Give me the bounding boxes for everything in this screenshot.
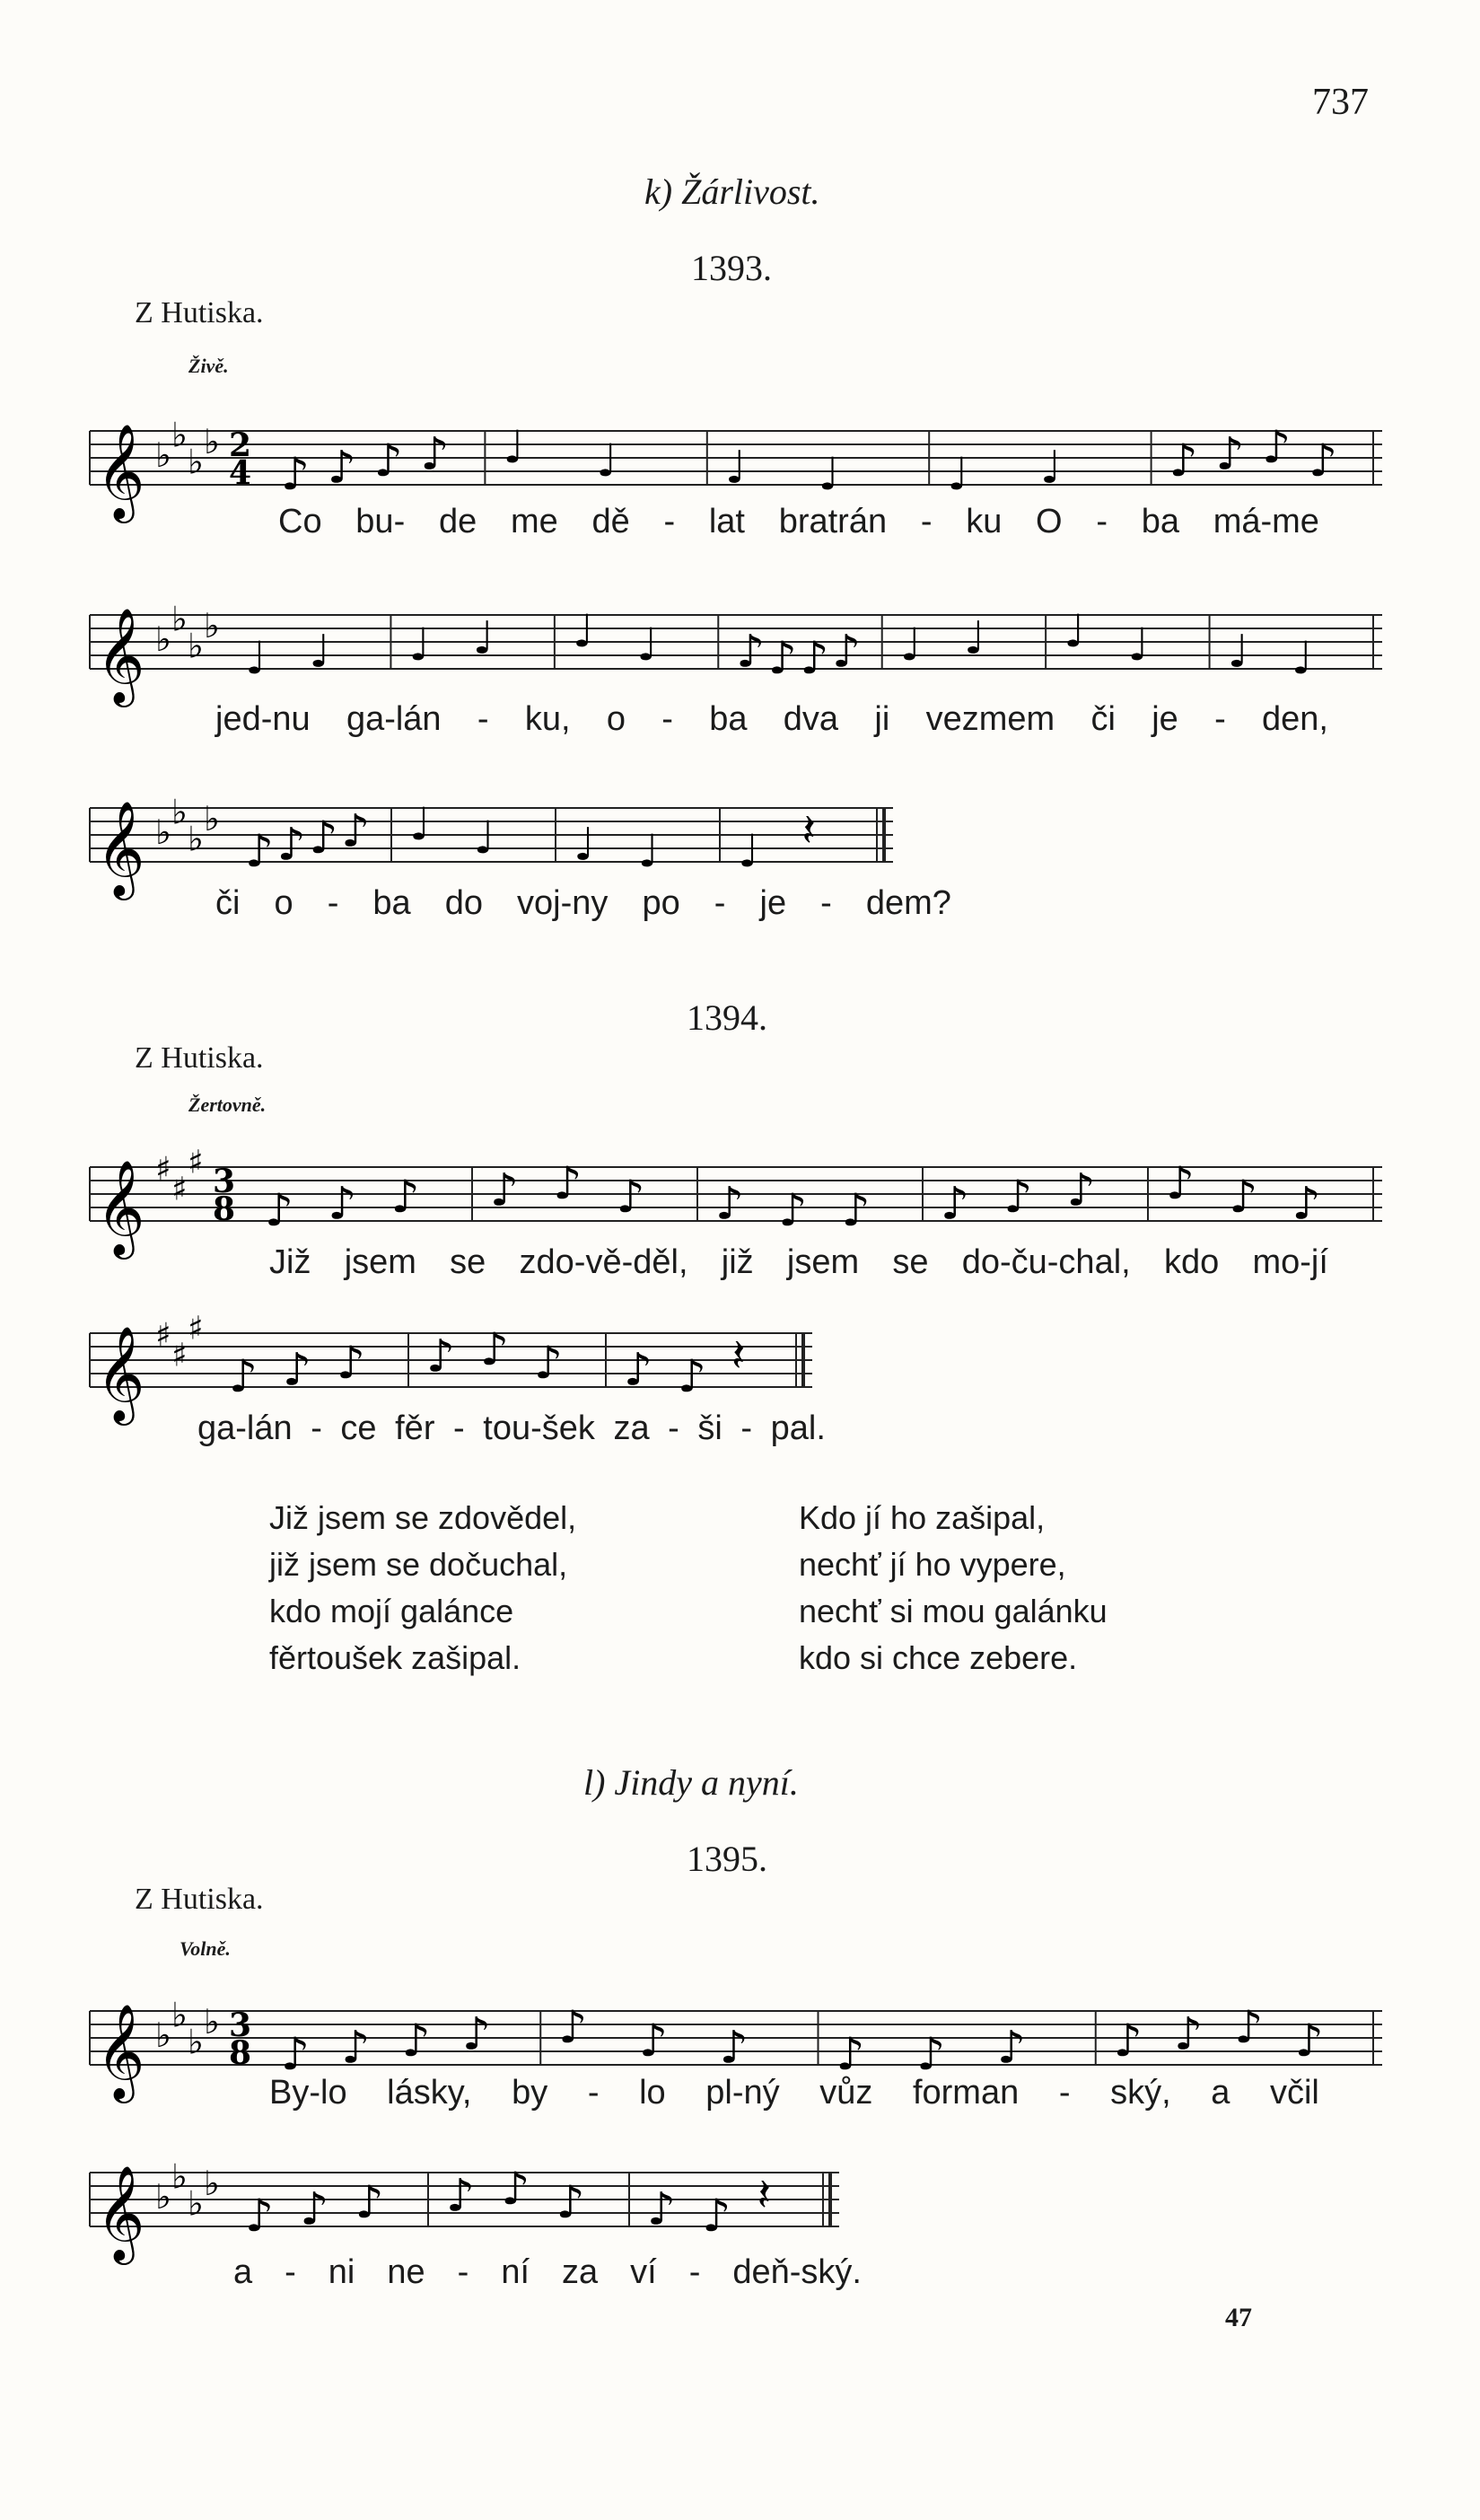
lyric-syllable: ní xyxy=(501,2253,530,2291)
note-icon: ♪ xyxy=(778,1184,808,1236)
lyric-syllable: se xyxy=(450,1243,486,1281)
flat-icon: ♭ xyxy=(171,792,188,832)
note-icon: ♪ xyxy=(534,1337,563,1389)
page-number: 737 xyxy=(1312,82,1369,123)
lyric-syllable: deň-ský. xyxy=(732,2253,862,2291)
flat-icon: ♭ xyxy=(155,812,171,852)
note-icon: ♩ xyxy=(947,448,968,500)
note-icon: ♪ xyxy=(1215,427,1245,480)
lyric-syllable: voj-ny xyxy=(517,884,609,922)
note-icon: ♪ xyxy=(1262,421,1292,473)
note-icon: ♪ xyxy=(328,1177,357,1230)
note-icon: ♪ xyxy=(1229,1171,1258,1223)
lyric-syllable: - xyxy=(285,2253,296,2291)
lyric-syllable: kdo xyxy=(1163,1243,1220,1281)
lyric-syllable: o xyxy=(606,700,626,738)
lyric-syllable: lat xyxy=(708,503,745,540)
stanza-line: nechť jí ho vypere, xyxy=(799,1546,1066,1583)
song-origin-1393: Z Hutiska. xyxy=(135,296,264,329)
note-icon: ♪ xyxy=(836,2028,865,2080)
note-icon: ♪ xyxy=(265,1184,293,1236)
note-icon: ♩ xyxy=(503,421,524,473)
lyric-syllable: ku xyxy=(966,503,1003,540)
lyric-syllable: za xyxy=(562,2253,599,2291)
note-icon: ♪ xyxy=(461,2007,491,2060)
flat-icon: ♭ xyxy=(155,435,171,475)
lyric-syllable: bu- xyxy=(355,503,406,540)
flat-icon: ♭ xyxy=(204,799,220,839)
note-icon: ♪ xyxy=(1166,1157,1195,1209)
lyric-syllable: Již xyxy=(269,1243,311,1281)
lyric-syllable: o xyxy=(274,884,293,922)
tempo-marking-1393: Živě. xyxy=(188,355,229,377)
note-icon: ♩ xyxy=(738,825,759,877)
lyric-syllable: ni xyxy=(328,2253,355,2291)
flat-icon: ♭ xyxy=(155,2177,171,2217)
time-signature-top: 2 xyxy=(229,426,252,464)
lyric-syllable: de xyxy=(438,503,477,540)
sharp-icon: ♯ xyxy=(155,1317,171,1354)
lyric-syllable: ba xyxy=(1141,503,1179,540)
music-staff xyxy=(85,413,1387,519)
note-icon: ♪ xyxy=(702,2190,731,2242)
lyric-syllable: pl-ný xyxy=(705,2074,780,2112)
lyric-syllable: po xyxy=(642,884,680,922)
song-number-1393: 1393. xyxy=(691,248,772,288)
lyric-syllable: - xyxy=(663,503,676,540)
lyric-syllable: O xyxy=(1036,503,1063,540)
note-icon: ♩ xyxy=(637,825,660,877)
lyric-syllable: má-me xyxy=(1213,503,1319,540)
lyric-syllable: - xyxy=(327,884,339,922)
lyrics-line xyxy=(233,2253,862,2292)
note-icon: ♪ xyxy=(229,1350,258,1402)
note-icon: ♪ xyxy=(337,1337,365,1389)
note-icon: ♪ xyxy=(916,2028,946,2080)
treble-clef-icon: 𝄞 xyxy=(96,1325,145,1421)
lyric-syllable: By-lo xyxy=(269,2074,347,2112)
note-icon: ♪ xyxy=(1174,2007,1203,2060)
note-icon: ♪ xyxy=(390,1171,420,1223)
treble-clef-icon: 𝄞 xyxy=(96,2164,145,2261)
footer-signature-number: 47 xyxy=(1225,2303,1252,2332)
lyric-syllable: dva xyxy=(783,700,839,738)
lyric-syllable: - xyxy=(688,2253,701,2291)
lyric-syllable: - xyxy=(714,884,726,922)
note-icon: ♩ xyxy=(636,619,658,671)
lyric-syllable: - xyxy=(1058,2074,1071,2112)
lyric-syllable: ji xyxy=(874,700,890,738)
flat-icon: ♭ xyxy=(188,2183,204,2224)
note-icon: ♪ xyxy=(281,448,310,500)
treble-clef-icon: 𝄞 xyxy=(96,1159,145,1255)
note-icon: ♪ xyxy=(841,1184,871,1236)
note-icon: ♪ xyxy=(719,2021,749,2074)
flat-icon: ♭ xyxy=(171,2156,188,2197)
treble-clef-icon: 𝄞 xyxy=(96,607,145,703)
lyric-syllable: bratrán xyxy=(778,503,888,540)
lyric-syllable: ku, xyxy=(524,700,571,738)
note-icon: ♪ xyxy=(341,804,371,857)
music-staff xyxy=(85,790,1055,896)
treble-clef-icon: 𝄞 xyxy=(96,800,145,896)
sharp-icon: ♯ xyxy=(155,1151,171,1188)
flat-icon: ♭ xyxy=(188,626,204,666)
stanza-line: již jsem se dočuchal, xyxy=(269,1546,568,1583)
note-icon: ♪ xyxy=(309,812,338,864)
flat-icon: ♭ xyxy=(188,442,204,482)
note-icon: ♩ xyxy=(596,435,617,487)
flat-icon: ♭ xyxy=(171,599,188,639)
sharp-icon: ♯ xyxy=(171,1171,188,1208)
note-icon: ♩ xyxy=(724,441,747,494)
note-icon: ♪ xyxy=(736,625,766,678)
lyric-syllable: pal. xyxy=(770,1409,826,1447)
lyric-syllable: tou-šek xyxy=(483,1409,595,1447)
note-icon: ♩ xyxy=(473,812,495,864)
note-icon: ♪ xyxy=(327,441,356,494)
note-icon: ♪ xyxy=(245,825,274,877)
lyrics-line xyxy=(197,1409,826,1448)
note-icon: ♪ xyxy=(715,1177,744,1230)
note-icon: ♪ xyxy=(426,1330,455,1383)
flat-icon: ♭ xyxy=(204,2002,220,2041)
lyric-syllable: - xyxy=(661,700,673,738)
lyric-syllable: zdo-vě-děl, xyxy=(519,1243,688,1281)
note-icon: ♪ xyxy=(553,1157,582,1209)
lyric-syllable: - xyxy=(457,2253,469,2291)
rest-icon: 𝄽 xyxy=(801,804,816,856)
note-icon: ♪ xyxy=(616,1171,645,1223)
note-icon: ♩ xyxy=(409,798,431,850)
time-signature-top: 3 xyxy=(229,2006,252,2044)
lyric-syllable: fěr xyxy=(395,1409,435,1447)
lyric-syllable: již xyxy=(721,1243,754,1281)
lyric-syllable: forman xyxy=(912,2074,1020,2112)
flat-icon: ♭ xyxy=(188,819,204,859)
note-icon: ♩ xyxy=(1064,605,1085,657)
note-icon: ♪ xyxy=(997,2021,1026,2074)
stanza-line: kdo si chce zebere. xyxy=(799,1639,1078,1676)
sharp-icon: ♯ xyxy=(188,1144,204,1181)
flat-icon: ♭ xyxy=(204,606,220,645)
note-icon: ♪ xyxy=(281,2028,310,2080)
note-icon: ♪ xyxy=(446,2169,475,2222)
treble-clef-icon: 𝄞 xyxy=(96,423,145,519)
time-signature-bottom: 4 xyxy=(229,454,252,492)
note-icon: ♩ xyxy=(1039,441,1062,494)
note-icon: ♪ xyxy=(283,1343,311,1396)
flat-icon: ♭ xyxy=(204,2164,220,2203)
lyrics-line xyxy=(215,884,951,923)
lyric-syllable: - xyxy=(1096,503,1108,540)
note-icon: ♪ xyxy=(832,625,862,678)
lyric-syllable: dem? xyxy=(865,884,951,922)
flat-icon: ♭ xyxy=(155,619,171,659)
lyrics-line xyxy=(269,2074,1319,2112)
note-icon: ♪ xyxy=(490,1163,519,1216)
song-number-1394: 1394. xyxy=(687,997,767,1038)
time-signature-top: 3 xyxy=(213,1163,236,1200)
note-icon: ♪ xyxy=(800,632,829,684)
lyric-syllable: či xyxy=(1090,700,1116,738)
note-icon: ♪ xyxy=(941,1177,969,1230)
music-staff xyxy=(85,1144,1387,1255)
lyric-syllable: - xyxy=(1214,700,1226,738)
note-icon: ♪ xyxy=(341,2021,371,2074)
lyric-syllable: Co xyxy=(278,503,322,540)
lyric-syllable: včil xyxy=(1269,2074,1319,2112)
stanza-verse xyxy=(269,1495,576,1681)
flat-icon: ♭ xyxy=(171,1995,188,2035)
sharp-icon: ♯ xyxy=(188,1310,204,1348)
lyric-syllable: za xyxy=(613,1409,650,1447)
lyric-syllable: je xyxy=(1152,700,1178,738)
note-icon: ♪ xyxy=(276,818,306,871)
lyrics-line xyxy=(269,1243,1328,1282)
note-icon: ♩ xyxy=(818,448,840,500)
flat-icon: ♭ xyxy=(171,415,188,455)
note-icon: ♪ xyxy=(1066,1163,1096,1216)
note-icon: ♩ xyxy=(572,605,594,657)
lyric-syllable: - xyxy=(920,503,933,540)
lyric-syllable: do xyxy=(444,884,483,922)
note-icon: ♪ xyxy=(245,2190,274,2242)
lyric-syllable: jed-nu xyxy=(215,700,311,738)
rest-icon: 𝄽 xyxy=(731,1330,746,1382)
lyric-syllable: - xyxy=(820,884,832,922)
lyric-syllable: se xyxy=(892,1243,929,1281)
stanza-line: fěrtoušek zašipal. xyxy=(269,1639,521,1676)
note-icon: ♩ xyxy=(1227,625,1249,678)
note-icon: ♩ xyxy=(899,619,922,671)
note-icon: ♪ xyxy=(1234,2001,1264,2053)
lyric-syllable: lo xyxy=(639,2074,666,2112)
note-icon: ♪ xyxy=(501,2163,530,2215)
lyric-syllable: ba xyxy=(709,700,748,738)
lyric-syllable: ne xyxy=(387,2253,425,2291)
note-icon: ♪ xyxy=(639,2015,668,2067)
note-icon: ♪ xyxy=(420,427,450,480)
note-icon: ♪ xyxy=(624,1343,652,1396)
lyric-syllable: vezmem xyxy=(925,700,1055,738)
note-icon: ♩ xyxy=(472,611,495,664)
sharp-icon: ♯ xyxy=(171,1337,188,1374)
note-icon: ♪ xyxy=(647,2182,676,2235)
music-staff xyxy=(85,2155,1019,2261)
note-icon: ♪ xyxy=(355,2176,384,2228)
lyric-syllable: ce xyxy=(340,1409,377,1447)
time-signature-bottom: 8 xyxy=(229,2034,252,2072)
note-icon: ♪ xyxy=(1003,1171,1033,1223)
flat-icon: ♭ xyxy=(155,2015,171,2055)
lyric-syllable: dě xyxy=(591,503,630,540)
note-icon: ♩ xyxy=(408,619,431,671)
flat-icon: ♭ xyxy=(188,2022,204,2062)
lyric-syllable: den, xyxy=(1262,700,1328,738)
note-icon: ♩ xyxy=(1291,632,1313,684)
lyric-syllable: - xyxy=(453,1409,465,1447)
note-icon: ♩ xyxy=(574,818,595,871)
lyric-syllable: mo-jí xyxy=(1252,1243,1328,1281)
lyric-syllable: ši xyxy=(697,1409,722,1447)
note-icon: ♪ xyxy=(401,2015,431,2067)
note-icon: ♪ xyxy=(558,2001,588,2053)
note-icon: ♩ xyxy=(1127,619,1149,671)
lyric-syllable: - xyxy=(740,1409,753,1447)
music-staff xyxy=(85,1310,992,1421)
note-icon: ♩ xyxy=(245,632,267,684)
note-icon: ♪ xyxy=(373,435,403,487)
lyric-syllable: - xyxy=(587,2074,600,2112)
lyric-syllable: lásky, xyxy=(387,2074,472,2112)
note-icon: ♪ xyxy=(1292,1177,1321,1230)
note-icon: ♪ xyxy=(1169,435,1198,487)
treble-clef-icon: 𝄞 xyxy=(96,2003,145,2099)
lyric-syllable: - xyxy=(477,700,489,738)
note-icon: ♩ xyxy=(309,625,330,678)
tempo-marking-1394: Žertovně. xyxy=(188,1093,267,1116)
lyric-syllable: - xyxy=(668,1409,679,1447)
lyric-syllable: jsem xyxy=(786,1243,860,1281)
time-signature-bottom: 8 xyxy=(213,1190,236,1228)
lyrics-line xyxy=(278,503,1319,541)
flat-icon: ♭ xyxy=(204,422,220,461)
lyrics-line xyxy=(215,700,1328,739)
note-icon: ♪ xyxy=(767,632,797,684)
lyric-syllable: ga-lán xyxy=(197,1409,293,1447)
lyric-syllable: do-ču-chal, xyxy=(961,1243,1131,1281)
note-icon: ♪ xyxy=(1309,435,1338,487)
lyric-syllable: a xyxy=(1211,2074,1230,2112)
note-icon: ♪ xyxy=(556,2176,585,2228)
tempo-marking-1395: Volně. xyxy=(180,1937,231,1960)
rest-icon: 𝄽 xyxy=(757,2169,771,2221)
music-staff xyxy=(85,597,1387,703)
lyric-syllable: ba xyxy=(372,884,411,922)
song-origin-1395: Z Hutiska. xyxy=(135,1883,264,1916)
lyric-syllable: me xyxy=(510,503,558,540)
stanza-verse xyxy=(799,1495,1108,1681)
stanza-line: nechť si mou galánku xyxy=(799,1593,1108,1629)
section-title-l: l) Jindy a nyní. xyxy=(583,1762,799,1803)
section-title-k: k) Žárlivost. xyxy=(644,171,820,212)
stanza-line: kdo mojí galánce xyxy=(269,1593,514,1629)
note-icon: ♪ xyxy=(1294,2015,1324,2067)
note-icon: ♪ xyxy=(678,1350,706,1402)
lyric-syllable: - xyxy=(311,1409,322,1447)
note-icon: ♪ xyxy=(1113,2015,1143,2067)
lyric-syllable: je xyxy=(759,884,787,922)
song-origin-1394: Z Hutiska. xyxy=(135,1041,264,1075)
note-icon: ♩ xyxy=(963,611,985,664)
note-icon: ♪ xyxy=(300,2182,329,2235)
stanza-line: Již jsem se zdovědel, xyxy=(269,1499,577,1536)
note-icon: ♪ xyxy=(480,1323,509,1375)
lyric-syllable: by xyxy=(512,2074,548,2112)
lyric-syllable: a xyxy=(233,2253,253,2291)
lyric-syllable: ga-lán xyxy=(346,700,442,738)
lyric-syllable: ví xyxy=(630,2253,657,2291)
lyric-syllable: vůz xyxy=(819,2074,873,2112)
song-number-1395: 1395. xyxy=(687,1839,767,1879)
lyric-syllable: jsem xyxy=(344,1243,416,1281)
lyric-syllable: ský, xyxy=(1110,2074,1171,2112)
lyric-syllable: či xyxy=(215,884,241,922)
stanza-line: Kdo jí ho zašipal, xyxy=(799,1499,1046,1536)
